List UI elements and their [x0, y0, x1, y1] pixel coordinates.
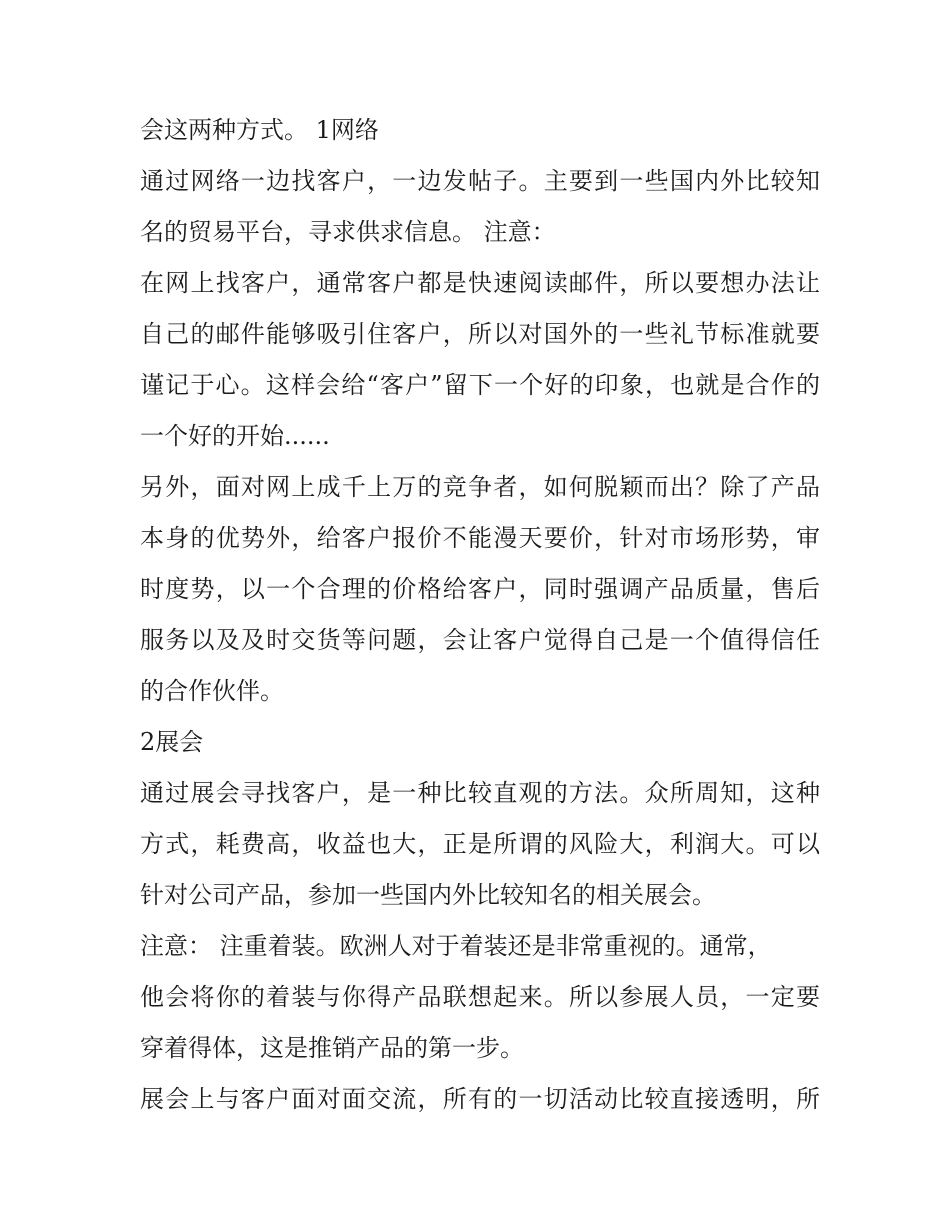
text-line: 穿着得体，这是推销产品的第一步。 [140, 1034, 524, 1062]
text-line: 他会将你的着装与你得产品联想起来。所以参展人员，一定要 [140, 983, 820, 1011]
text-line: 通过展会寻找客户，是一种比较直观的方法。众所周知，这种 [140, 779, 820, 807]
text-line: 针对公司产品，参加一些国内外比较知名的相关展会。 [140, 881, 716, 909]
text-line: 谨记于心。这样会给“客户”留下一个好的印象，也就是合作的 [140, 371, 820, 399]
body-text [140, 106, 820, 1126]
text-line: 通过网络一边找客户，一边发帖子。主要到一些国内外比较知 [140, 167, 820, 195]
text-line: 时度势，以一个合理的价格给客户，同时强调产品质量，售后 [140, 575, 820, 603]
text-line: 注意： 注重着装。欧洲人对于着装还是非常重视的。通常， [140, 932, 772, 960]
text-line: 的合作伙伴。 [140, 677, 284, 705]
text-line: 在网上找客户，通常客户都是快速阅读邮件，所以要想办法让 [140, 269, 820, 297]
text-line: 一个好的开始...... [140, 422, 330, 450]
text-line: 会这两种方式。 1网络 [140, 116, 379, 144]
text-line: 方式，耗费高，收益也大，正是所谓的风险大，利润大。可以 [140, 830, 820, 858]
section-heading: 2展会 [140, 728, 204, 756]
text-line: 本身的优势外，给客户报价不能漫天要价，针对市场形势，审 [140, 524, 820, 552]
text-line: 名的贸易平台，寻求供求信息。 注意： [140, 218, 556, 246]
text-line: 服务以及及时交货等问题，会让客户觉得自己是一个值得信任 [140, 626, 820, 654]
text-line: 自己的邮件能够吸引住客户，所以对国外的一些礼节标准就要 [140, 320, 820, 348]
text-line: 另外，面对网上成千上万的竞争者，如何脱颖而出？除了产品 [140, 473, 820, 501]
text-line: 展会上与客户面对面交流，所有的一切活动比较直接透明，所 [140, 1085, 820, 1113]
